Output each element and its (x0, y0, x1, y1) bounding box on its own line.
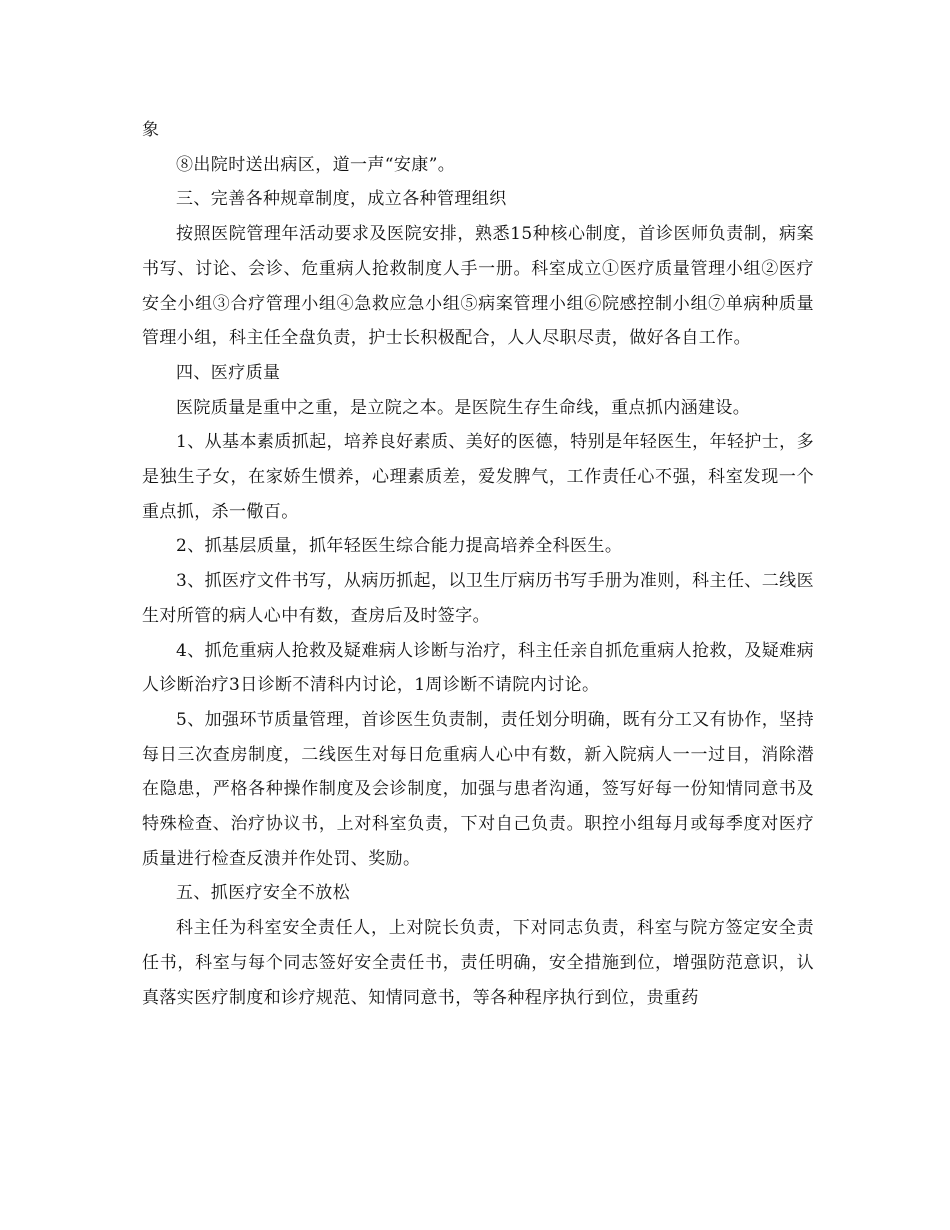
section-heading-4: 四、医疗质量 (176, 362, 281, 383)
list-item-4: 4、抓危重病人抢救及疑难病人诊断与治疗，科主任亲自抓危重病人抢救，及疑难病人诊断治疗3日诊断不清科内讨论，1周诊断不请院内讨论。 (142, 640, 814, 696)
paragraph-4: 按照医院管理年活动要求及医院安排，熟悉15种核心制度，首诊医师负责制，病案书写、讨论、会诊、危重病人抢救制度人手一册。科室成立①医疗质量管理小组②医疗安全小组③合疗管理小组④急救应急小组⑤病案管理小组⑥院感控制小组⑦单病种质量管理小组，科主任全盘负责，护士长积极配合，人人尽职尽责，做好各自工作。 (142, 224, 814, 349)
list-item-1: 1、从基本素质抓起，培养良好素质、美好的医德，特别是年轻医生，年轻护士，多是独生子女，在家娇生惯养，心理素质差，爱发脾气，工作责任心不强，科室发现一个重点抓，杀一儆百。 (142, 432, 814, 522)
paragraph-13: 科主任为科室安全责任人，上对院长负责，下对同志负责，科室与院方签定安全责任书，科室与每个同志签好安全责任书，责任明确，安全措施到位，增强防范意识，认真落实医疗制度和诊疗规范、知情同意书，等各种程序执行到位，贵重药 (142, 918, 814, 1008)
list-item-3: 3、抓医疗文件书写，从病历抓起，以卫生厅病历书写手册为准则，科主任、二线医生对所管的病人心中有数，查房后及时签字。 (142, 571, 814, 626)
paragraph-6: 医院质量是重中之重，是立院之本。是医院生存生命线，重点抓内涵建设。 (176, 397, 751, 418)
paragraph-2: ⑧出院时送出病区，道一声“安康”。 (176, 154, 456, 175)
paragraph-1: 象 (142, 120, 160, 140)
section-heading-3: 三、完善各种规章制度，成立各种管理组织 (176, 189, 507, 210)
document-body (142, 113, 814, 1015)
section-heading-5: 五、抓医疗安全不放松 (176, 883, 350, 904)
list-item-5: 5、加强环节质量管理，首诊医生负责制，责任划分明确，既有分工又有协作，坚持每日三次查房制度，二线医生对每日危重病人心中有数，新入院病人一一过目，消除潜在隐患，严格各种操作制度及会诊制度，加强与患者沟通，签写好每一份知情同意书及特殊检查、治疗协议书，上对科室负责，下对自己负责。职控小组每月或每季度对医疗质量进行检查反溃并作处罚、奖励。 (142, 709, 814, 869)
list-item-2: 2、抓基层质量，抓年轻医生综合能力提高培养全科医生。 (176, 536, 623, 557)
